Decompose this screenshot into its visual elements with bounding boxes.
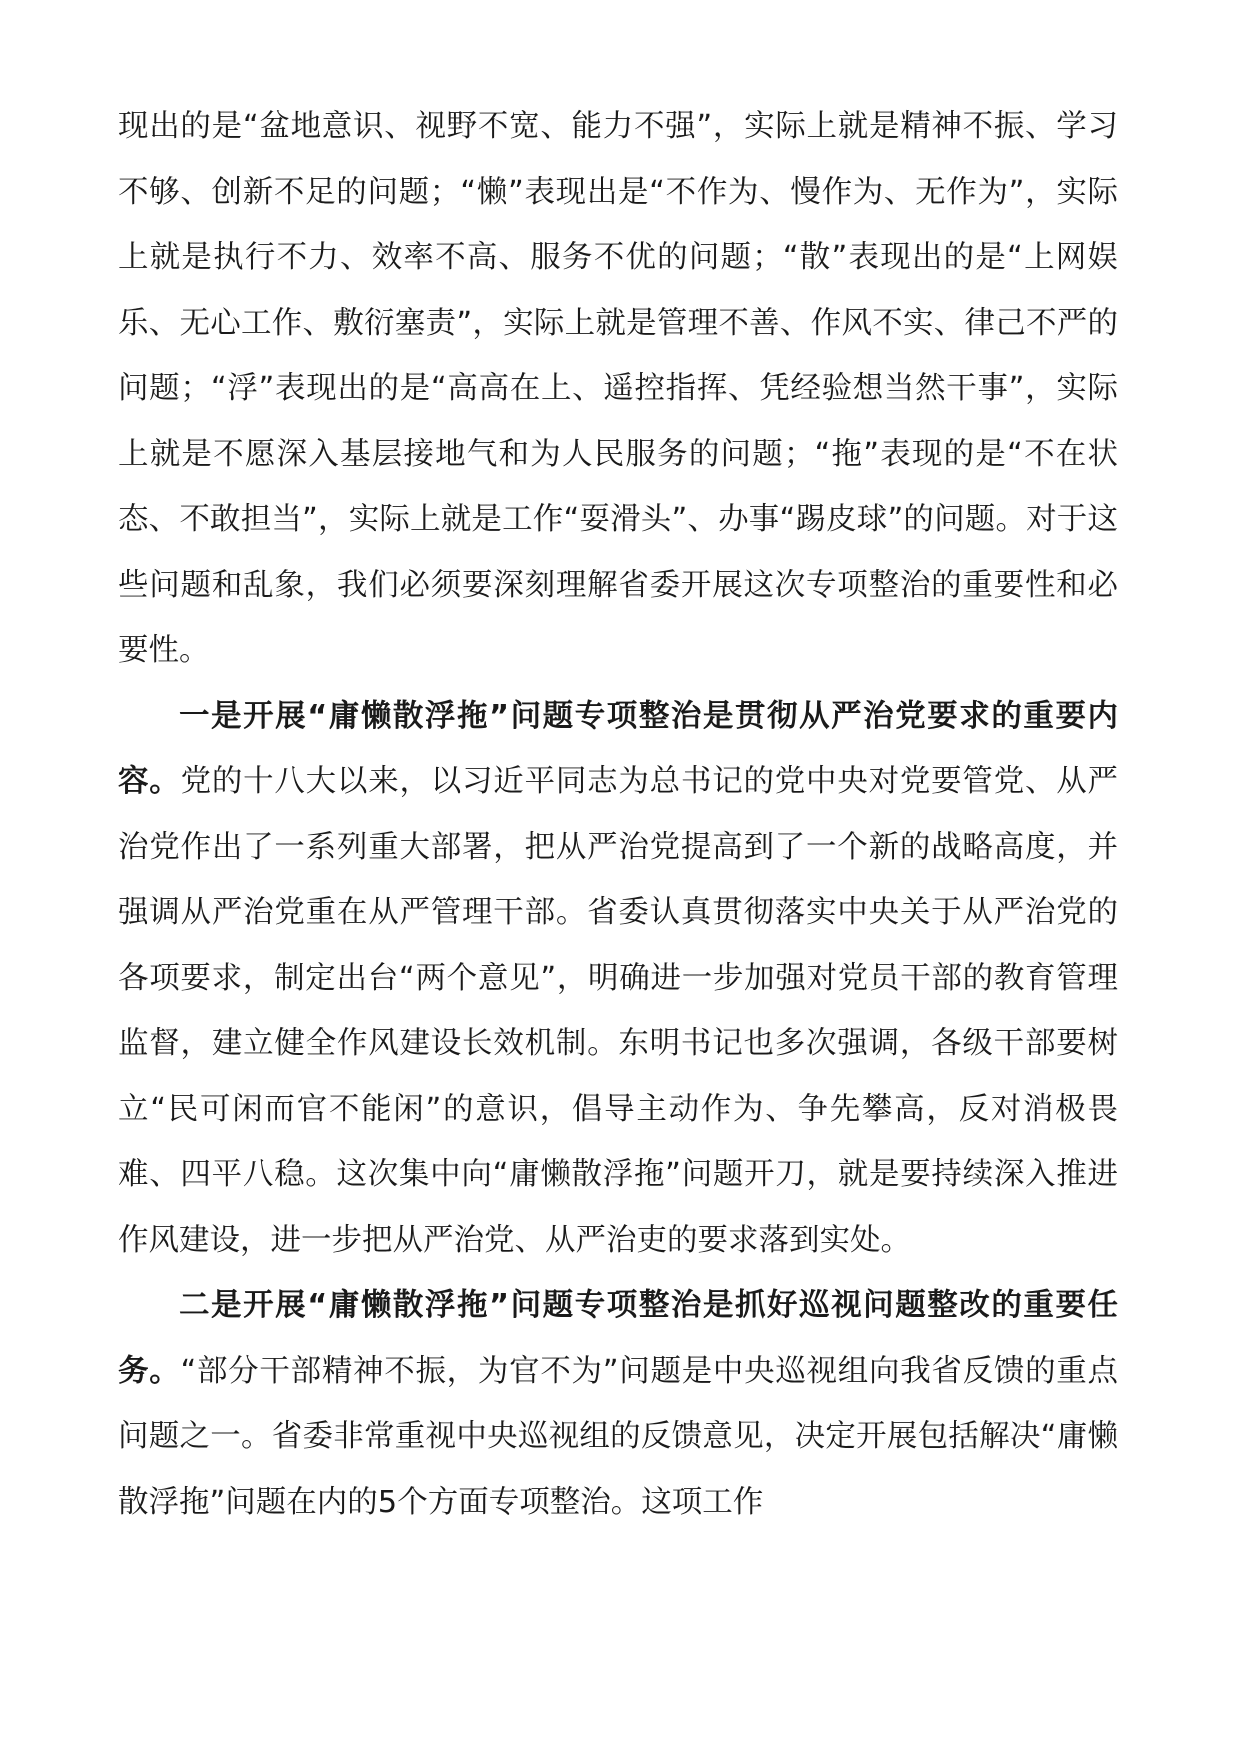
- paragraph-lead-heading: 二是开展“庸懒散浮拖”问题专项整治是抓好巡视问题整改的重要任务。: [118, 1288, 1118, 1389]
- paragraph-continuation: [118, 94, 1118, 684]
- paragraph-lead-heading: 一是开展“庸懒散浮拖”问题专项整治是贯彻从严治党要求的重要内容。: [118, 698, 1118, 799]
- paragraph-point-one: [118, 684, 1118, 1274]
- document-page: [118, 94, 1118, 1535]
- paragraph-point-two: [118, 1273, 1118, 1535]
- paragraph-text: “部分干部精神不振，为官不为”问题是中央巡视组向我省反馈的重点问题之一。省委非常重视中央巡视组的反馈意见，决定开展包括解决“庸懒散浮拖”问题在内的5个方面专项整治。这项工作: [118, 1353, 1118, 1520]
- paragraph-text: 党的十八大以来，以习近平同志为总书记的党中央对党要管党、从严治党作出了一系列重大部署，把从严治党提高到了一个新的战略高度，并强调从严治党重在从严管理干部。省委认真贯彻落实中央关于从严治党的各项要求，制定出台“两个意见”，明确进一步加强对党员干部的教育管理监督，建立健全作风建设长效机制。东明书记也多次强调，各级干部要树立“民可闲而官不能闲”的意识，倡导主动作为、争先攀高，反对消极畏难、四平八稳。这次集中向“庸懒散浮拖”问题开刀，就是要持续深入推进作风建设，进一步把从严治党、从严治吏的要求落到实处。: [118, 764, 1119, 1258]
- paragraph-text: 现出的是“盆地意识、视野不宽、能力不强”，实际上就是精神不振、学习不够、创新不足的问题；“懒”表现出是“不作为、慢作为、无作为”，实际上就是执行不力、效率不高、服务不优的问题；“散”表现出的是“上网娱乐、无心工作、敷衍塞责”，实际上就是管理不善、作风不实、律己不严的问题；“浮”表现出的是“高高在上、遥控指挥、凭经验想当然干事”，实际上就是不愿深入基层接地气和为人民服务的问题；“拖”表现的是“不在状态、不敢担当”，实际上就是工作“耍滑头”、办事“踢皮球”的问题。对于这些问题和乱象，我们必须要深刻理解省委开展这次专项整治的重要性和必要性。: [118, 109, 1118, 668]
